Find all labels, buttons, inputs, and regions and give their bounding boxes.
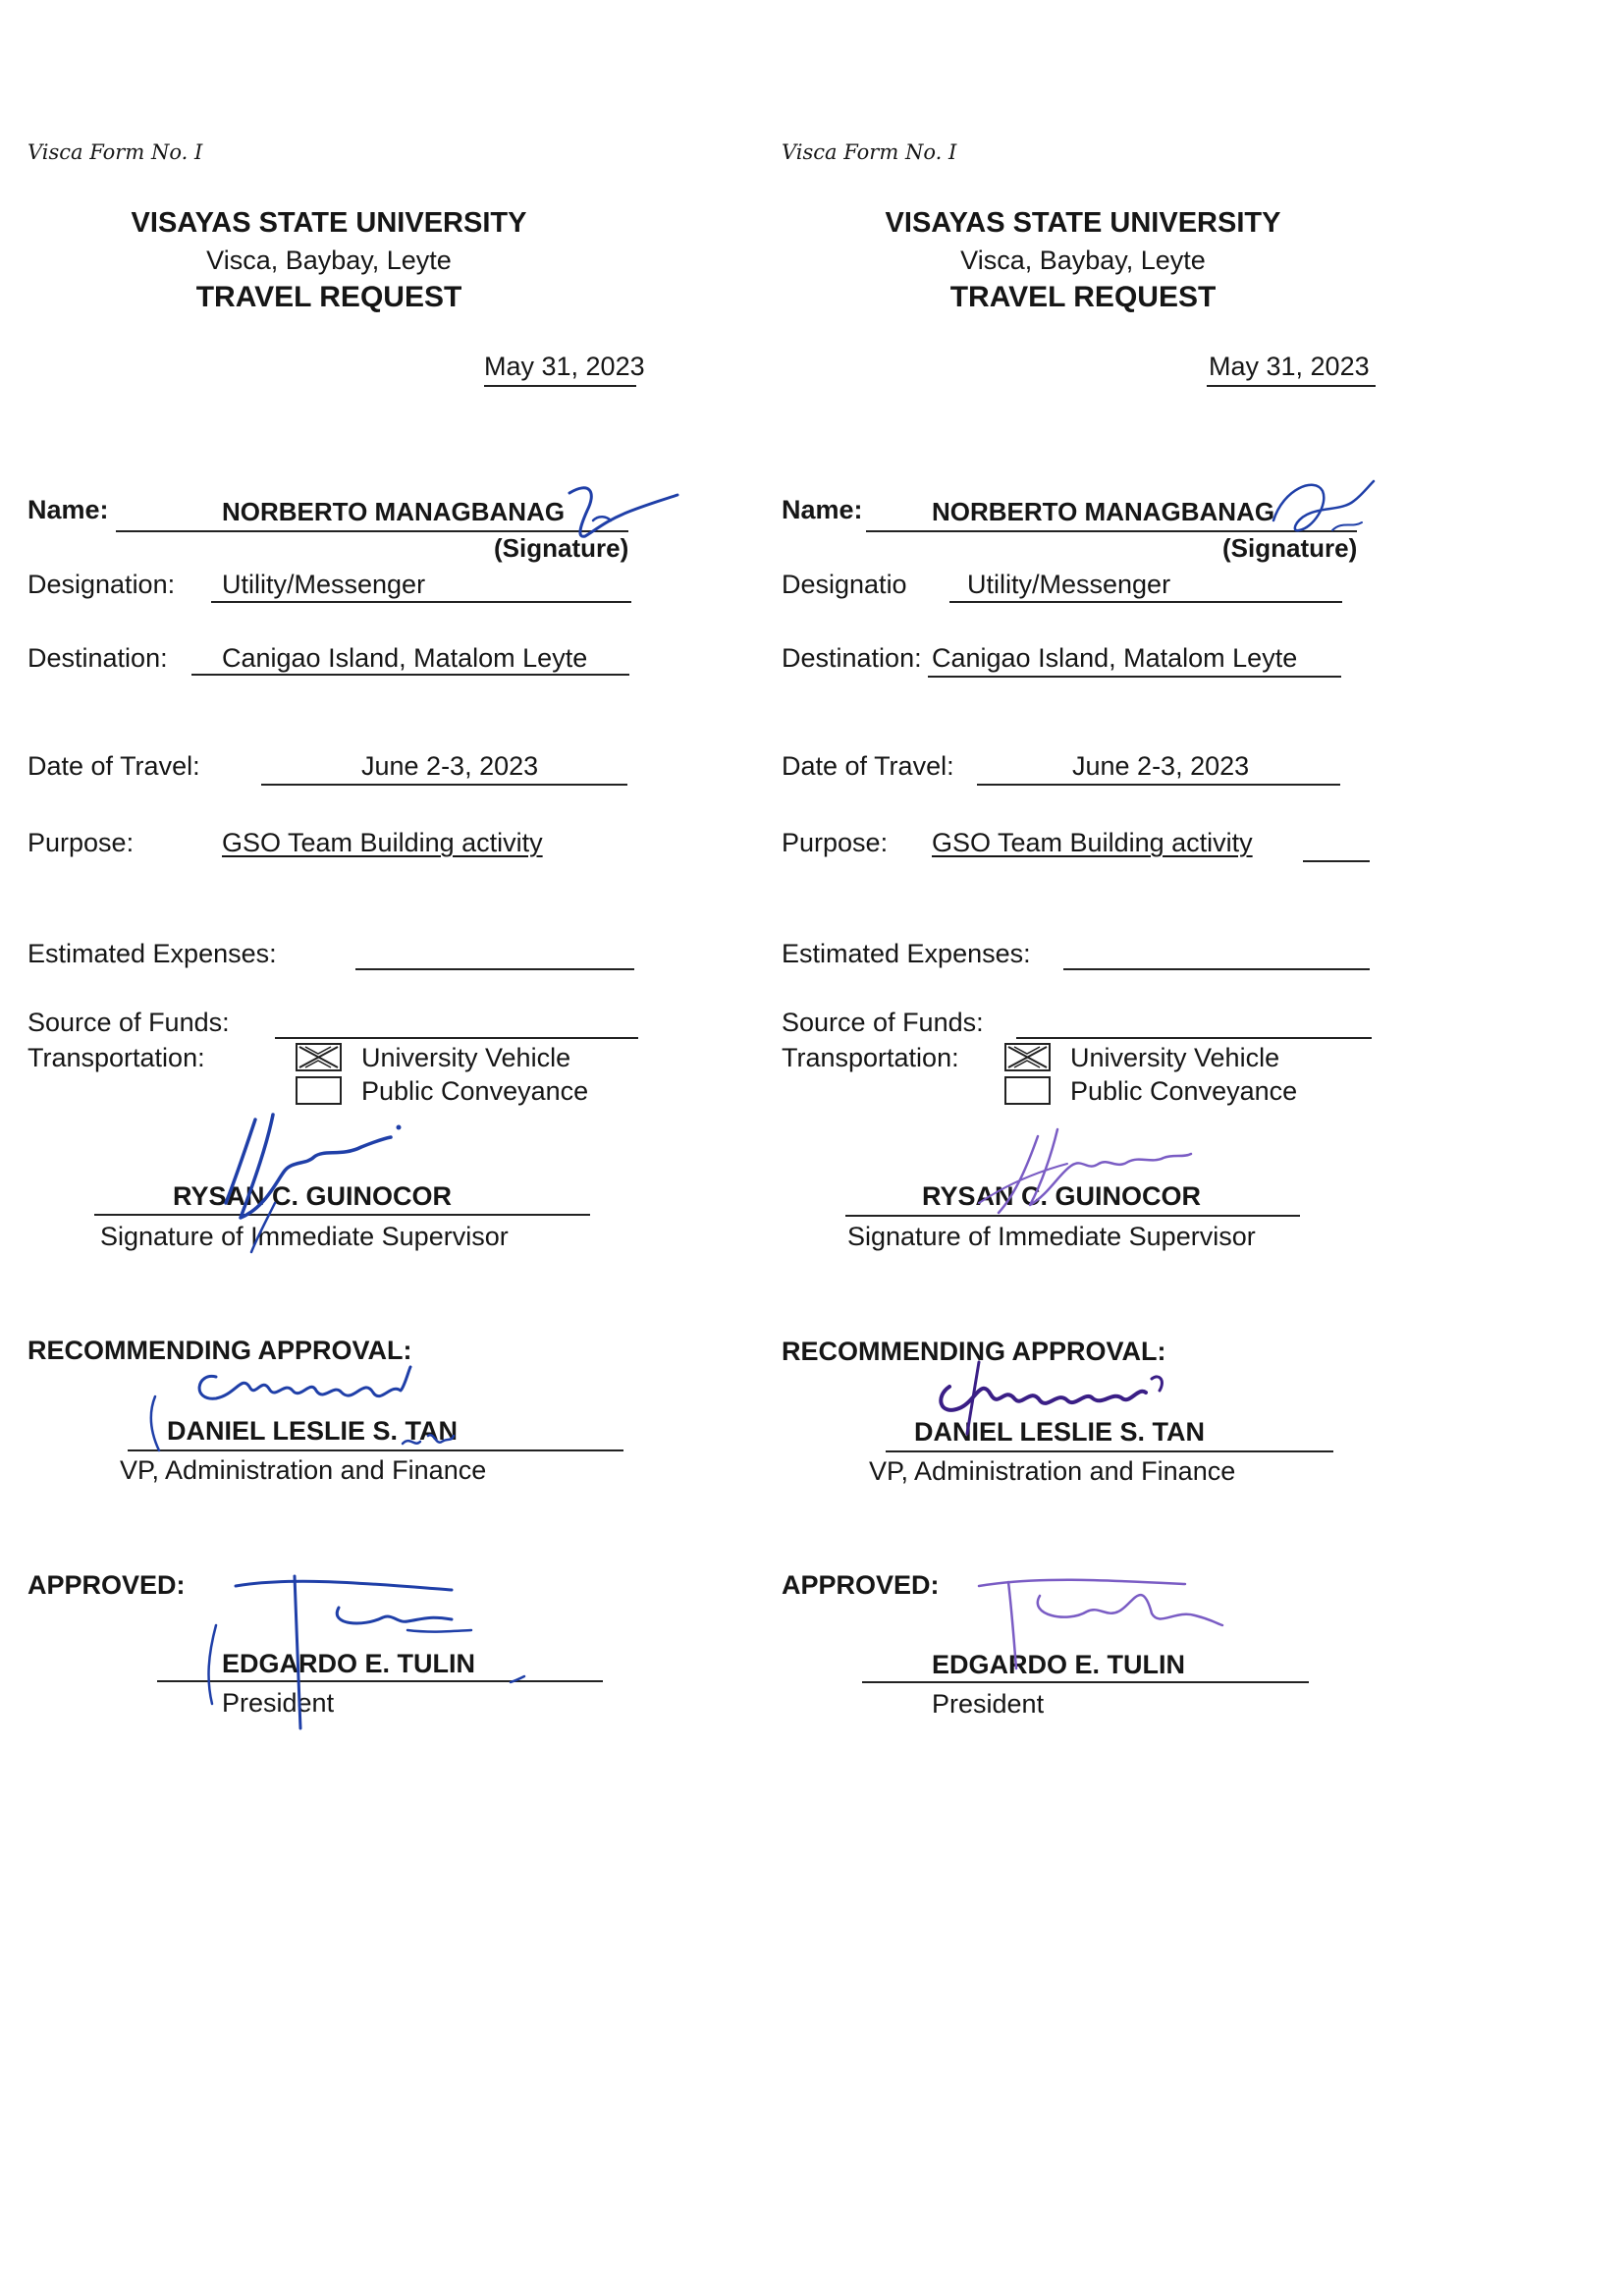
recommending-approval-label: RECOMMENDING APPROVAL: xyxy=(27,1336,412,1365)
designation-label: Designatio xyxy=(782,570,907,599)
supervisor-caption: Signature of Immediate Supervisor xyxy=(847,1222,1256,1251)
designation-underline xyxy=(211,601,631,603)
university-vehicle-label: University Vehicle xyxy=(1070,1043,1280,1072)
public-conveyance-label: Public Conveyance xyxy=(1070,1076,1298,1106)
recommending-position: VP, Administration and Finance xyxy=(869,1456,1236,1486)
public-conveyance-checkbox[interactable] xyxy=(1004,1076,1051,1105)
university-name: VISAYAS STATE UNIVERSITY xyxy=(131,207,527,239)
recommending-approval-label: RECOMMENDING APPROVAL: xyxy=(782,1337,1166,1366)
purpose-underline-tail xyxy=(1303,860,1370,862)
purpose-value: GSO Team Building activity xyxy=(222,828,543,857)
checkbox-x-icon xyxy=(1006,1045,1049,1069)
checkbox-x-icon xyxy=(298,1045,340,1069)
university-address: Visca, Baybay, Leyte xyxy=(206,246,452,275)
university-name: VISAYAS STATE UNIVERSITY xyxy=(885,207,1281,239)
source-of-funds-label: Source of Funds: xyxy=(27,1008,230,1037)
recommending-position: VP, Administration and Finance xyxy=(120,1455,487,1485)
destination-underline xyxy=(928,676,1341,678)
source-of-funds-line xyxy=(275,1037,638,1039)
name-value: NORBERTO MANAGBANAG xyxy=(932,497,1275,526)
purpose-label: Purpose: xyxy=(782,828,889,857)
date-of-travel-underline xyxy=(261,784,627,786)
name-value: NORBERTO MANAGBANAG xyxy=(222,497,566,526)
request-date: May 31, 2023 xyxy=(484,352,645,381)
form-title: TRAVEL REQUEST xyxy=(195,281,462,313)
name-underline xyxy=(116,530,628,532)
designation-label: Designation: xyxy=(27,570,176,599)
approved-position: President xyxy=(932,1689,1045,1719)
request-date: May 31, 2023 xyxy=(1209,352,1370,381)
estimated-expenses-label: Estimated Expenses: xyxy=(782,939,1031,968)
supervisor-name: RYSAN C. GUINOCOR xyxy=(922,1181,1202,1211)
destination-value: Canigao Island, Matalom Leyte xyxy=(222,643,588,673)
university-vehicle-checkbox[interactable] xyxy=(296,1043,342,1071)
date-of-travel-underline xyxy=(977,784,1340,786)
date-underline xyxy=(1207,385,1376,387)
approved-line xyxy=(157,1680,603,1682)
destination-underline xyxy=(191,674,629,676)
approved-label: APPROVED: xyxy=(782,1570,940,1600)
designation-value: Utility/Messenger xyxy=(967,570,1171,599)
recommending-name: DANIEL LESLIE S. TAN xyxy=(914,1417,1206,1447)
university-vehicle-checkbox[interactable] xyxy=(1004,1043,1051,1071)
travel-request-form-left xyxy=(0,0,746,2296)
source-of-funds-line xyxy=(1016,1037,1372,1039)
estimated-expenses-label: Estimated Expenses: xyxy=(27,939,277,968)
date-of-travel-label: Date of Travel: xyxy=(782,751,954,781)
destination-value: Canigao Island, Matalom Leyte xyxy=(932,643,1298,673)
estimated-expenses-line xyxy=(1063,968,1370,970)
approved-name: EDGARDO E. TULIN xyxy=(932,1650,1186,1679)
signature-caption: (Signature) xyxy=(494,533,629,563)
recommending-line xyxy=(886,1450,1333,1452)
supervisor-line xyxy=(94,1214,590,1216)
purpose-value: GSO Team Building activity xyxy=(932,828,1253,857)
destination-label: Destination: xyxy=(27,643,168,673)
date-of-travel-value: June 2-3, 2023 xyxy=(361,751,539,781)
university-address: Visca, Baybay, Leyte xyxy=(960,246,1206,275)
signature-caption: (Signature) xyxy=(1222,533,1358,563)
name-underline xyxy=(866,530,1357,532)
estimated-expenses-line xyxy=(355,968,634,970)
date-of-travel-label: Date of Travel: xyxy=(27,751,200,781)
approved-name: EDGARDO E. TULIN xyxy=(222,1649,476,1678)
approved-line xyxy=(862,1681,1309,1683)
supervisor-name: RYSAN C. GUINOCOR xyxy=(173,1181,453,1211)
source-of-funds-label: Source of Funds: xyxy=(782,1008,984,1037)
approved-label: APPROVED: xyxy=(27,1570,186,1600)
recommending-line xyxy=(128,1449,623,1451)
supervisor-caption: Signature of Immediate Supervisor xyxy=(100,1222,509,1251)
university-vehicle-label: University Vehicle xyxy=(361,1043,571,1072)
transportation-label: Transportation: xyxy=(782,1043,959,1072)
supervisor-line xyxy=(845,1215,1300,1217)
name-label: Name: xyxy=(27,495,109,524)
destination-label: Destination: xyxy=(782,643,922,673)
public-conveyance-label: Public Conveyance xyxy=(361,1076,589,1106)
approved-position: President xyxy=(222,1688,335,1718)
date-of-travel-value: June 2-3, 2023 xyxy=(1072,751,1250,781)
date-underline xyxy=(484,385,636,387)
form-number: Visca Form No. I xyxy=(27,140,203,164)
form-title: TRAVEL REQUEST xyxy=(949,281,1217,313)
designation-value: Utility/Messenger xyxy=(222,570,426,599)
name-label: Name: xyxy=(782,495,863,524)
purpose-label: Purpose: xyxy=(27,828,135,857)
transportation-label: Transportation: xyxy=(27,1043,205,1072)
recommending-name: DANIEL LESLIE S. TAN xyxy=(167,1416,459,1446)
designation-underline xyxy=(949,601,1342,603)
form-number: Visca Form No. I xyxy=(782,140,957,164)
public-conveyance-checkbox[interactable] xyxy=(296,1076,342,1105)
travel-request-form-right xyxy=(753,0,1499,2296)
